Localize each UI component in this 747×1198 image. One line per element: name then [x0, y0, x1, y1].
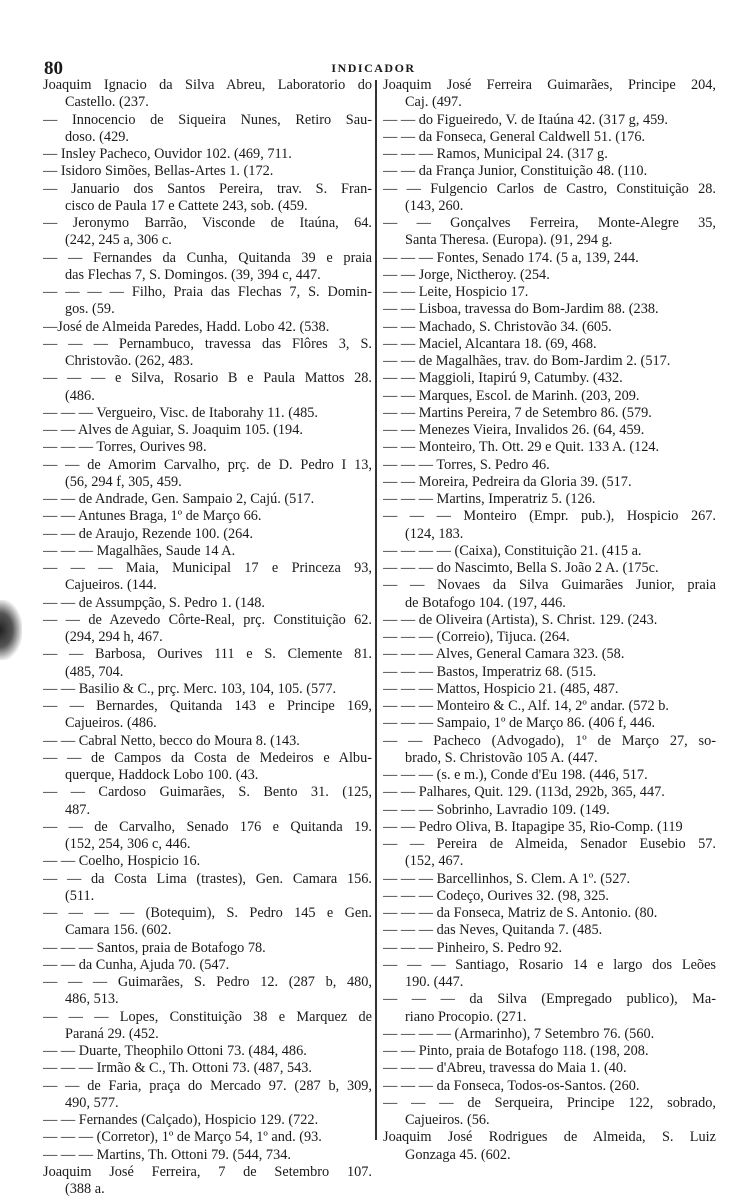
directory-entry [383, 1078, 716, 1095]
entry-text: — — — — Filho, Praia das Flechas 7, S. Domin- [43, 284, 372, 300]
entry-continuation: 486, 513. [65, 991, 119, 1008]
entry-text: — — — Lopes, Constituição 38 e Marquez de [43, 1008, 372, 1025]
directory-entry [383, 439, 716, 456]
entry-text: — — Leite, Hospicio 17. [383, 284, 529, 300]
directory-entry [43, 957, 372, 974]
directory-entry [383, 681, 716, 698]
entry-text: — — de Magalhães, trav. do Bom-Jardim 2. (517. [383, 353, 671, 369]
directory-entry [43, 491, 372, 508]
directory-entry [43, 77, 372, 112]
entry-text: — — — (s. e m.), Conde d'Eu 198. (446, 517. [383, 767, 648, 783]
entry-text: — — — e Silva, Rosario B e Paula Mattos 28. [43, 370, 372, 387]
directory-entry [43, 905, 372, 940]
directory-entry [383, 353, 716, 370]
entry-text: — — — — (Caixa), Constituição 21. (415 a. [383, 542, 642, 559]
directory-entry [43, 1112, 372, 1129]
directory-entry [383, 267, 716, 284]
directory-entry [383, 991, 716, 1026]
entry-continuation: riano Procopio. (271. [405, 1008, 527, 1025]
entry-continuation: 490, 577. [65, 1094, 119, 1111]
entry-text: — — — Fontes, Senado 174. (5 a, 139, 244. [383, 249, 639, 266]
entry-text: — — Pinto, praia de Botafogo 118. (198, 208. [383, 1043, 649, 1059]
entry-text: — — — da Fonseca, Todos-os-Santos. (260. [383, 1077, 640, 1094]
directory-entry [383, 474, 716, 491]
directory-entry [43, 457, 372, 492]
directory-entry [383, 181, 716, 216]
directory-entry [383, 422, 716, 439]
entry-text: — — Martins Pereira, 7 de Setembro 86. (579. [383, 404, 652, 421]
entry-text: — — — do Nascimto, Bella S. João 2 A. (175c. [383, 560, 659, 576]
directory-entry [383, 715, 716, 732]
directory-entry [43, 750, 372, 785]
entry-text: — — Pedro Oliva, B. Itapagipe 35, Rio-Comp. (119 [383, 818, 683, 835]
entry-text: — — Menezes Vieira, Invalidos 26. (64, 459. [383, 422, 645, 438]
entry-continuation: (388 a. [65, 1181, 105, 1197]
directory-entry [383, 612, 716, 629]
entry-continuation: Caj. (497. [405, 94, 462, 111]
entry-text: — — — da Silva (Empregado publico), Ma- [383, 991, 716, 1008]
entry-text: — — — Maia, Municipal 17 e Princeza 93, [43, 560, 372, 576]
entry-text: — — — Martins, Imperatriz 5. (126. [383, 491, 596, 507]
entry-continuation: doso. (429. [65, 128, 129, 145]
directory-entry [43, 422, 372, 439]
entry-text: — — da França Junior, Constituição 48. (110. [383, 163, 648, 180]
entry-text: — — do Figueiredo, V. de Itaúna 42. (317 g, 459. [383, 111, 668, 128]
entry-text: — — — Pinheiro, S. Pedro 92. [383, 939, 563, 956]
directory-entry [43, 215, 372, 250]
entry-text: —José de Almeida Paredes, Hadd. Lobo 42. (538. [43, 318, 330, 335]
directory-entry [383, 698, 716, 715]
entry-text: — — — — (Armarinho), 7 Setembro 76. (560. [383, 1025, 655, 1042]
entry-text: — — — Santiago, Rosario 14 e largo dos Leões [383, 956, 716, 973]
entry-text: — — Basilio & C., prç. Merc. 103, 104, 105. (577. [43, 680, 337, 697]
entry-text: — — da Costa Lima (trastes), Gen. Camara 156. [43, 870, 372, 887]
directory-entry [43, 319, 372, 336]
directory-entry [43, 370, 372, 405]
entry-text: — — de Faria, praça do Mercado 97. (287 b, 309, [43, 1077, 372, 1094]
entry-text: — — Pereira de Almeida, Senador Eusebio 57. [383, 836, 716, 852]
entry-text: — — Barbosa, Ourives 111 e S. Clemente 81. [43, 646, 372, 663]
directory-entry [383, 819, 716, 836]
entry-text: — — Lisboa, travessa do Bom-Jardim 88. (238. [383, 301, 659, 318]
directory-entry [383, 508, 716, 543]
entry-continuation: cisco de Paula 17 e Cattete 243, sob. (459. [65, 197, 308, 214]
entry-text: — — — Vergueiro, Visc. de Itaborahy 11. (485. [43, 404, 318, 421]
entry-text: Joaquim José Ferreira, 7 de Setembro 107. [43, 1163, 372, 1180]
directory-entry [383, 957, 716, 992]
directory-entry [43, 595, 372, 612]
directory-entry [383, 888, 716, 905]
entry-text: — — — Bastos, Imperatriz 68. (515. [383, 663, 597, 680]
entry-text: Joaquim José Ferreira Guimarães, Principe 204, [383, 77, 716, 93]
entry-text: — — Monteiro, Th. Ott. 29 e Quit. 133 A. (124. [383, 439, 660, 456]
entry-text: — — Cabral Netto, becco do Moura 8. (143. [43, 732, 300, 749]
entry-text: — — de Oliveira (Artista), S. Christ. 129. (243. [383, 611, 658, 628]
directory-entry [43, 526, 372, 543]
directory-entry [383, 905, 716, 922]
entry-text: — — Duarte, Theophilo Ottoni 73. (484, 486. [43, 1043, 307, 1059]
directory-entry [383, 664, 716, 681]
entry-text: — — — Guimarães, S. Pedro 12. (287 b, 480, [43, 974, 372, 990]
directory-entry [43, 853, 372, 870]
entry-text: — — de Assumpção, S. Pedro 1. (148. [43, 594, 265, 611]
entry-text: — — Marques, Escol. de Marinh. (203, 209. [383, 387, 640, 404]
entry-continuation: querque, Haddock Lobo 100. (43. [65, 767, 259, 783]
entry-text: — — — Monteiro & C., Alf. 14, 2º andar. (572 b. [383, 698, 669, 714]
directory-entry [43, 733, 372, 750]
directory-entry [383, 336, 716, 353]
right-column [383, 77, 716, 1164]
directory-entry [383, 577, 716, 612]
entry-text: — Isidoro Simões, Bellas-Artes 1. (172. [43, 163, 274, 180]
entry-text: — — Jorge, Nictheroy. (254. [383, 266, 550, 283]
entry-text: — — da Cunha, Ajuda 70. (547. [43, 956, 230, 973]
directory-entry [43, 336, 372, 371]
directory-entry [383, 250, 716, 267]
directory-entry [383, 215, 716, 250]
entry-continuation: (486. [65, 387, 95, 404]
directory-entry [383, 491, 716, 508]
directory-entry [383, 163, 716, 180]
entry-continuation: brado, S. Christovão 105 A. (447. [405, 749, 598, 766]
entry-text: — — Pacheco (Advogado), 1º de Março 27, so- [383, 732, 716, 749]
directory-entry [43, 284, 372, 319]
entry-continuation: (242, 245 a, 306 c. [65, 232, 172, 249]
entry-text: — — Fernandes (Calçado), Hospicio 129. (722. [43, 1112, 319, 1128]
directory-entry [383, 629, 716, 646]
entry-text: — — Gonçalves Ferreira, Monte-Alegre 35, [383, 215, 716, 231]
entry-text: — — — Codeço, Ourives 32. (98, 325. [383, 887, 609, 904]
directory-entry [383, 1043, 716, 1060]
entry-continuation: (56, 294 f, 305, 459. [65, 473, 182, 490]
entry-text: — — Novaes da Silva Guimarães Junior, praia [383, 577, 716, 594]
directory-entry [383, 871, 716, 888]
entry-text: Joaquim José Rodrigues de Almeida, S. Luiz [383, 1129, 716, 1146]
directory-entry [43, 681, 372, 698]
entry-continuation: (294, 294 h, 467. [65, 629, 163, 645]
directory-entry [383, 767, 716, 784]
entry-text: — — — (Corretor), 1º de Março 54, 1º and. (93. [43, 1129, 322, 1146]
entry-continuation: 487. [65, 801, 91, 818]
entry-text: — Januario dos Santos Pereira, trav. S. Fran- [43, 180, 372, 197]
directory-entry [43, 439, 372, 456]
entry-text: — — — (Correio), Tijuca. (264. [383, 629, 570, 645]
entry-continuation: 190. (447. [405, 974, 464, 990]
directory-entry [43, 1147, 372, 1164]
entry-continuation: Christovão. (262, 483. [65, 353, 194, 369]
directory-entry [383, 77, 716, 112]
entry-continuation: Gonzaga 45. (602. [405, 1146, 511, 1163]
entry-text: — — Maciel, Alcantara 18. (69, 468. [383, 335, 597, 352]
entry-continuation: Camara 156. (602. [65, 922, 172, 939]
entry-text: — — — das Neves, Quitanda 7. (485. [383, 922, 603, 939]
entry-text: — — Moreira, Pedreira da Gloria 39. (517. [383, 473, 632, 490]
directory-entry [43, 543, 372, 560]
directory-entry [43, 698, 372, 733]
entry-text: — — — Monteiro (Empr. pub.), Hospicio 267. [383, 508, 716, 525]
directory-entry [383, 784, 716, 801]
entry-text: — — — de Serqueira, Principe 122, sobrado, [383, 1094, 716, 1111]
directory-entry [383, 1129, 716, 1164]
directory-entry [383, 146, 716, 163]
directory-entry [383, 836, 716, 871]
directory-entry [383, 319, 716, 336]
entry-continuation: Paraná 29. (452. [65, 1025, 159, 1042]
entry-text: — — Maggioli, Itapirú 9, Catumby. (432. [383, 370, 623, 387]
entry-text: — — — da Fonseca, Matriz de S. Antonio. (80. [383, 905, 658, 921]
entry-text: — — de Campos da Costa de Medeiros e Albu- [43, 749, 372, 766]
entry-text: — — — Mattos, Hospicio 21. (485, 487. [383, 680, 619, 697]
directory-entry [383, 802, 716, 819]
directory-entry [383, 560, 716, 577]
entry-continuation: (152, 254, 306 c, 446. [65, 836, 191, 852]
entry-continuation: de Botafogo 104. (197, 446. [405, 594, 566, 611]
entry-text: — Insley Pacheco, Ouvidor 102. (469, 711. [43, 146, 292, 162]
directory-entry [43, 1009, 372, 1044]
directory-entry [383, 112, 716, 129]
directory-entry [383, 646, 716, 663]
running-title: INDICADOR [331, 61, 416, 75]
entry-text: — — de Araujo, Rezende 100. (264. [43, 525, 254, 542]
directory-entry [383, 370, 716, 387]
directory-entry [383, 457, 716, 474]
directory-entry [43, 974, 372, 1009]
directory-entry [43, 146, 372, 163]
directory-entry [43, 1043, 372, 1060]
entry-continuation: (511. [65, 887, 95, 904]
entry-text: — — — — (Botequim), S. Pedro 145 e Gen. [43, 905, 372, 921]
directory-entry [383, 733, 716, 768]
entry-continuation: (124, 183. [405, 525, 464, 542]
entry-text: — — Machado, S. Christovão 34. (605. [383, 318, 612, 335]
directory-entry [383, 1026, 716, 1043]
page-edge-smudge [0, 600, 22, 660]
entry-text: Joaquim Ignacio da Silva Abreu, Laboratorio do [43, 77, 372, 93]
entry-text: — — — Santos, praia de Botafogo 78. [43, 939, 266, 956]
directory-entry [43, 871, 372, 906]
directory-entry [43, 560, 372, 595]
directory-entry [383, 1060, 716, 1077]
directory-entry [43, 940, 372, 957]
directory-entry [43, 181, 372, 216]
directory-entry [43, 405, 372, 422]
directory-entry [383, 301, 716, 318]
left-column [43, 77, 372, 1198]
directory-entry [43, 784, 372, 819]
entry-text: — — — Ramos, Municipal 24. (317 g. [383, 146, 608, 162]
entry-continuation: Castello. (237. [65, 94, 149, 111]
directory-entry [43, 1060, 372, 1077]
directory-entry [383, 1095, 716, 1130]
entry-text: — — — Torres, S. Pedro 46. [383, 456, 550, 473]
entry-continuation: das Flechas 7, S. Domingos. (39, 394 c, 447. [65, 266, 321, 283]
entry-text: — — — Magalhães, Saude 14 A. [43, 542, 236, 559]
directory-entry [43, 819, 372, 854]
entry-text: — — Bernardes, Quitanda 143 e Principe 169, [43, 698, 372, 714]
entry-text: — — da Fonseca, General Caldwell 51. (176. [383, 128, 646, 145]
entry-text: — — — Barcellinhos, S. Clem. A 1º. (527. [383, 870, 631, 887]
entry-text: — — Fulgencio Carlos de Castro, Constituição 28. [383, 180, 716, 197]
entry-text: — — de Azevedo Côrte-Real, prç. Constituição 62. [43, 611, 372, 628]
entry-text: — — — Irmão & C., Th. Ottoni 73. (487, 543. [43, 1060, 312, 1077]
entry-continuation: Cajueiros. (56. [405, 1112, 490, 1128]
entry-text: — — Coelho, Hospicio 16. [43, 853, 201, 870]
entry-text: — — Cardoso Guimarães, S. Bento 31. (125, [43, 784, 372, 801]
directory-entry [43, 112, 372, 147]
directory-entry [383, 543, 716, 560]
entry-continuation: (485, 704. [65, 663, 124, 680]
directory-entry [43, 646, 372, 681]
entry-text: — — — Pernambuco, travessa das Flôres 3, S. [43, 335, 372, 352]
directory-entry [43, 1078, 372, 1113]
entry-text: — Jeronymo Barrão, Visconde de Itaúna, 64. [43, 215, 372, 231]
entry-text: — Innocencio de Siqueira Nunes, Retiro Sau- [43, 111, 372, 128]
entry-text: — — — d'Abreu, travessa do Maia 1. (40. [383, 1060, 627, 1077]
entry-text: — — de Carvalho, Senado 176 e Quitanda 19. [43, 818, 372, 835]
entry-continuation: Cajueiros. (486. [65, 715, 157, 732]
entry-text: — — Fernandes da Cunha, Quitanda 39 e praia [43, 249, 372, 266]
directory-entry [383, 940, 716, 957]
entry-text: — — — Sobrinho, Lavradio 109. (149. [383, 801, 610, 818]
directory-entry [43, 1129, 372, 1146]
directory-entry [383, 284, 716, 301]
directory-entry [43, 508, 372, 525]
entry-text: — — Antunes Braga, 1º de Março 66. [43, 508, 262, 525]
entry-continuation: (143, 260. [405, 197, 464, 214]
entry-continuation: (152, 467. [405, 853, 464, 870]
entry-text: — — — Torres, Ourives 98. [43, 439, 207, 456]
directory-entry [43, 163, 372, 180]
directory-entry [383, 922, 716, 939]
directory-entry [43, 612, 372, 647]
entry-continuation: Cajueiros. (144. [65, 577, 157, 594]
entry-text: — — — Martins, Th. Ottoni 79. (544, 734. [43, 1146, 291, 1163]
entry-continuation: Santa Theresa. (Europa). (91, 294 g. [405, 232, 613, 249]
directory-entry [43, 250, 372, 285]
directory-entry [383, 388, 716, 405]
entry-text: — — — Alves, General Camara 323. (58. [383, 646, 625, 663]
directory-entry [43, 1164, 372, 1198]
directory-entry [383, 405, 716, 422]
entry-text: — — — Sampaio, 1º de Março 86. (406 f, 446. [383, 715, 656, 732]
entry-text: — — de Andrade, Gen. Sampaio 2, Cajú. (517. [43, 491, 315, 507]
entry-text: — — de Amorim Carvalho, prç. de D. Pedro I 13, [43, 456, 372, 473]
page-number: 80 [44, 58, 63, 79]
directory-entry [383, 129, 716, 146]
entry-text: — — Palhares, Quit. 129. (113d, 292b, 365, 447. [383, 784, 665, 801]
entry-text: — — Alves de Aguiar, S. Joaquim 105. (194. [43, 422, 303, 438]
column-divider [375, 80, 377, 1140]
entry-continuation: gos. (59. [65, 301, 115, 318]
